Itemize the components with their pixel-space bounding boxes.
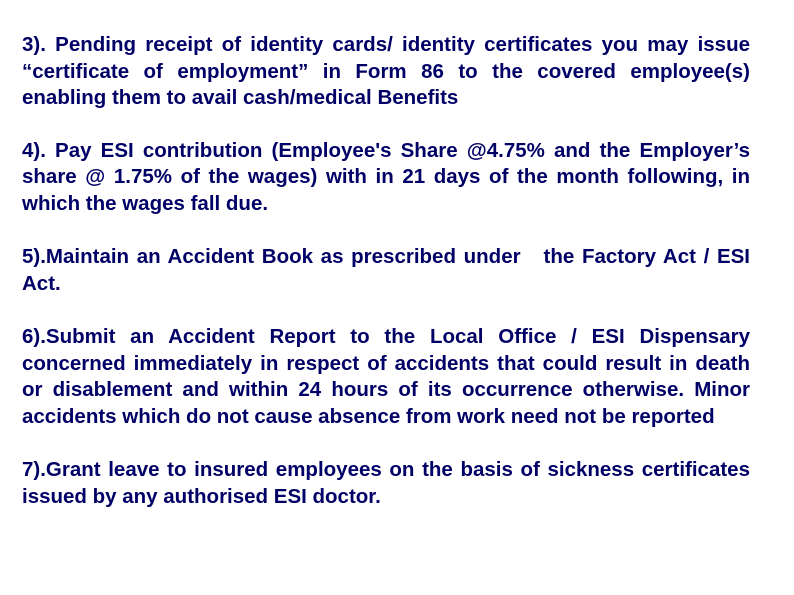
paragraph-item-6: 6).Submit an Accident Report to the Local Office / ESI Dispensary concerned immediately in respect of accidents that could result in death or disablement and within 24 hours of its occurrence otherwise. Minor accidents which do not cause absence from work need not be reported (22, 325, 750, 428)
slide-content (22, 32, 750, 510)
paragraph-item-3: 3). Pending receipt of identity cards/ identity certificates you may issue “certificate of employment” in Form 86 to the covered employee(s) enabling them to avail cash/medical Benefits (22, 33, 750, 109)
paragraph-item-7: 7).Grant leave to insured employees on the basis of sickness certificates issued by any authorised ESI doctor. (22, 458, 750, 508)
paragraph-item-5: 5).Maintain an Accident Book as prescribed under the Factory Act / ESI Act. (22, 245, 750, 295)
paragraph-item-4: 4). Pay ESI contribution (Employee's Share @4.75% and the Employer’s share @ 1.75% of the wages) with in 21 days of the month following, in which the wages fall due. (22, 138, 750, 215)
